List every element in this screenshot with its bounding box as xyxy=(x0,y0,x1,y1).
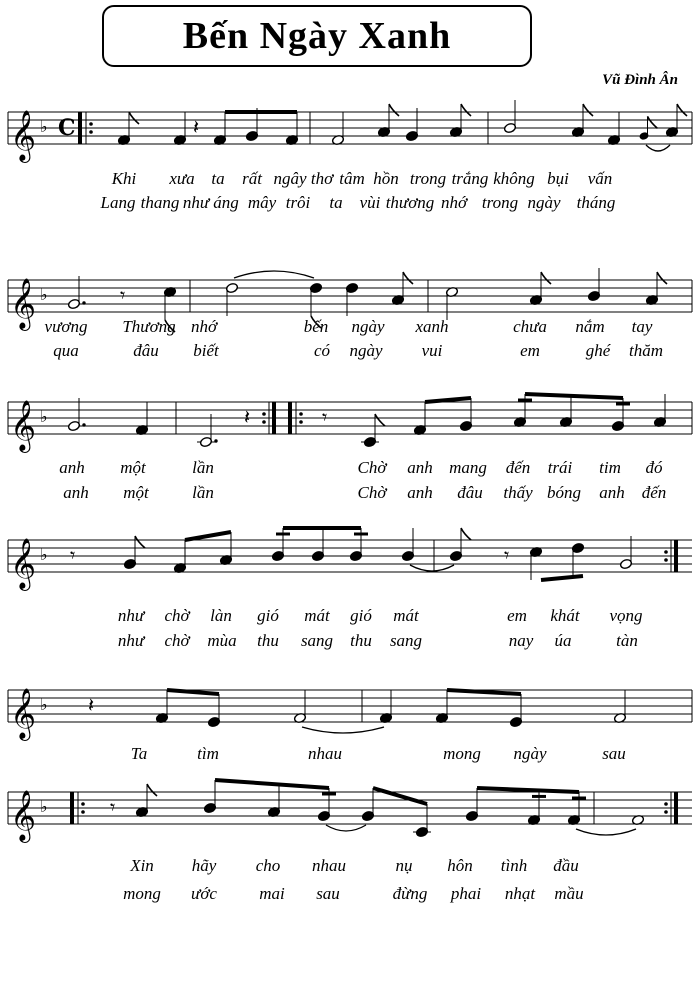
repeat-dot xyxy=(81,802,85,806)
lyric-syllable: mầu xyxy=(554,884,584,903)
lyric-syllable: đó xyxy=(645,458,663,477)
eighth-rest-icon: 𝄾 xyxy=(504,543,510,567)
lyric-syllable: đến xyxy=(641,483,667,502)
lyric-syllable: trái xyxy=(547,458,573,477)
lyric-syllable: mang xyxy=(449,458,487,477)
lyric-syllable: một xyxy=(120,458,146,477)
treble-clef-icon: 𝄞 xyxy=(10,110,37,161)
lyric-syllable: anh xyxy=(407,458,433,477)
lyric-syllable: đến xyxy=(505,458,531,477)
lyric-syllable: bến xyxy=(303,317,329,336)
lyric-syllable: Xin xyxy=(130,856,154,875)
lyric-syllable: đừng xyxy=(392,884,428,903)
lyric-syllable: ta xyxy=(329,193,343,212)
lyric-syllable: thu xyxy=(257,631,279,650)
tie-slur xyxy=(326,825,366,831)
lyric-syllable: bụi xyxy=(547,169,569,188)
note xyxy=(361,788,374,822)
lyric-syllable: mong xyxy=(123,884,161,903)
lyric-syllable: ngày xyxy=(513,744,547,763)
lyric-syllable: vui xyxy=(421,341,443,360)
lyric-syllable: mây xyxy=(247,193,277,212)
lyric-syllable: hãy xyxy=(191,856,217,875)
lyric-syllable: tình xyxy=(500,856,528,875)
song-title: Bến Ngày Xanh xyxy=(182,15,452,57)
lyric-syllable: trôi xyxy=(285,193,311,212)
lyric-syllable: ước xyxy=(191,884,217,903)
lyric-syllable: Ta xyxy=(130,744,148,763)
lyric-syllable: như xyxy=(182,193,210,212)
treble-clef-icon: 𝄞 xyxy=(10,538,37,589)
lyric-syllable: áng xyxy=(213,193,239,212)
tie-slur xyxy=(576,829,636,835)
lyric-syllable: em xyxy=(507,606,527,625)
lyric-syllable: ngày xyxy=(527,193,561,212)
repeat-dot xyxy=(81,810,85,814)
lyric-syllable: tâm xyxy=(339,169,365,188)
quarter-rest-icon: 𝄽 xyxy=(193,115,200,139)
lyric-syllable: Khi xyxy=(111,169,137,188)
flat-key-signature-icon: ♭ xyxy=(40,285,48,304)
flag xyxy=(147,784,157,796)
lyric-syllable: nhau xyxy=(308,744,342,763)
lyric-syllable: anh xyxy=(407,483,433,502)
lyric-syllable: tàn xyxy=(616,631,638,650)
lyric-syllable: Lang xyxy=(100,193,136,212)
lyric-syllable: trắng xyxy=(451,169,489,188)
treble-clef-icon: 𝄞 xyxy=(10,278,37,329)
lyric-syllable: Chờ xyxy=(357,458,387,477)
beam xyxy=(215,780,329,788)
flat-key-signature-icon: ♭ xyxy=(40,545,48,564)
lyric-syllable: ta xyxy=(211,169,225,188)
note xyxy=(203,780,216,814)
lyric-syllable: lần xyxy=(192,483,214,502)
lyric-syllable: thương xyxy=(385,193,435,212)
beam xyxy=(373,788,427,804)
lyric-syllable: nụ xyxy=(395,856,413,875)
lyric-syllable: sau xyxy=(602,744,626,763)
lyric-syllable: vương xyxy=(44,317,88,336)
lyric-syllable: như xyxy=(117,606,145,625)
lyric-syllable: như xyxy=(117,631,145,650)
eighth-rest-icon: 𝄾 xyxy=(70,543,76,567)
repeat-dot xyxy=(664,810,668,814)
time-signature: C xyxy=(58,115,76,141)
lyric-syllable: anh xyxy=(59,458,85,477)
lyric-syllable: gió xyxy=(257,606,279,625)
lyric-syllable: làn xyxy=(210,606,232,625)
lyric-syllable: thăm xyxy=(629,341,663,360)
lyric-syllable: hôn xyxy=(447,856,473,875)
lyric-syllable: lần xyxy=(192,458,214,477)
lyric-syllable: úa xyxy=(554,631,572,650)
quarter-rest-icon: 𝄽 xyxy=(244,405,251,429)
lyric-syllable: ghé xyxy=(585,341,611,360)
lyric-syllable: mát xyxy=(393,606,419,625)
note xyxy=(135,784,157,818)
lyric-syllable: tim xyxy=(599,458,621,477)
lyric-syllable: bóng xyxy=(547,483,581,502)
lyric-syllable: gió xyxy=(350,606,372,625)
lyric-syllable: khát xyxy=(550,606,580,625)
lyric-syllable: có xyxy=(313,341,331,360)
lyric-syllable: thơ xyxy=(310,169,334,188)
lyric-syllable: trong xyxy=(409,169,447,188)
lyric-syllable: trong xyxy=(481,193,519,212)
flat-key-signature-icon: ♭ xyxy=(40,407,48,426)
lyric-syllable: anh xyxy=(599,483,625,502)
lyric-syllable: Chờ xyxy=(357,483,387,502)
lyric-syllable: nhớ xyxy=(440,193,468,212)
note xyxy=(465,788,478,822)
lyric-syllable: chưa xyxy=(513,317,547,336)
quarter-rest-icon: 𝄽 xyxy=(88,693,95,717)
treble-clef-icon: 𝄞 xyxy=(10,688,37,739)
lyric-syllable: qua xyxy=(53,341,79,360)
lyric-syllable: đâu xyxy=(457,483,483,502)
lyric-syllable: vọng xyxy=(609,606,643,625)
lyric-syllable: ngày xyxy=(351,317,385,336)
eighth-rest-icon: 𝄾 xyxy=(322,405,328,429)
flat-key-signature-icon: ♭ xyxy=(40,117,48,136)
lyric-syllable: chờ xyxy=(164,606,190,625)
lyric-syllable: hồn xyxy=(373,169,399,188)
lyric-syllable: vấn xyxy=(587,169,613,188)
flat-key-signature-icon: ♭ xyxy=(40,695,48,714)
lyric-syllable: sang xyxy=(300,631,334,650)
eighth-rest-icon: 𝄾 xyxy=(120,283,126,307)
lyric-syllable: biết xyxy=(193,341,219,360)
note xyxy=(413,804,431,838)
treble-clef-icon: 𝄞 xyxy=(10,790,37,841)
lyric-syllable: thấy xyxy=(503,483,533,502)
lyric-syllable: mát xyxy=(304,606,330,625)
lyric-syllable: Thương xyxy=(122,317,176,336)
lyric-syllable: ngây xyxy=(273,169,307,188)
lyric-syllable: thang xyxy=(140,193,180,212)
lyric-syllable: vùi xyxy=(359,193,381,212)
lyric-syllable: mai xyxy=(259,884,285,903)
lyric-syllable: nay xyxy=(508,631,534,650)
lyric-syllable: một xyxy=(123,483,149,502)
lyric-syllable: đâu xyxy=(133,341,159,360)
lyric-syllable: nhau xyxy=(312,856,346,875)
lyric-syllable: nhạt xyxy=(504,884,536,903)
lyric-syllable: nắm xyxy=(575,317,605,336)
lyric-syllable: chờ xyxy=(164,631,190,650)
note xyxy=(267,784,280,818)
lyric-syllable: xanh xyxy=(415,317,449,336)
lyric-syllable: rất xyxy=(242,169,262,188)
beam xyxy=(477,788,579,792)
lyric-syllable: mong xyxy=(443,744,481,763)
lyric-syllable: em xyxy=(520,341,540,360)
lyric-syllable: mùa xyxy=(207,631,237,650)
lyric-syllable: ngày xyxy=(349,341,383,360)
lyric-syllable: cho xyxy=(255,856,281,875)
repeat-dot xyxy=(664,802,668,806)
flat-key-signature-icon: ♭ xyxy=(40,797,48,816)
lyric-syllable: anh xyxy=(63,483,89,502)
lyric-syllable: sau xyxy=(316,884,340,903)
lyric-syllable: tìm xyxy=(197,744,219,763)
lyric-syllable: nhớ xyxy=(190,317,218,336)
lyric-syllable: tay xyxy=(631,317,653,336)
lyric-syllable: phai xyxy=(450,884,482,903)
lyric-syllable: tháng xyxy=(576,193,616,212)
composer-name: Vũ Đình Ân xyxy=(602,72,678,88)
treble-clef-icon: 𝄞 xyxy=(10,400,37,451)
lyric-syllable: xưa xyxy=(169,169,195,188)
lyric-syllable: sang xyxy=(389,631,423,650)
eighth-rest-icon: 𝄾 xyxy=(110,795,116,819)
lyric-syllable: không xyxy=(493,169,535,188)
lyric-syllable: đầu xyxy=(553,856,579,875)
lyric-syllable: thu xyxy=(350,631,372,650)
